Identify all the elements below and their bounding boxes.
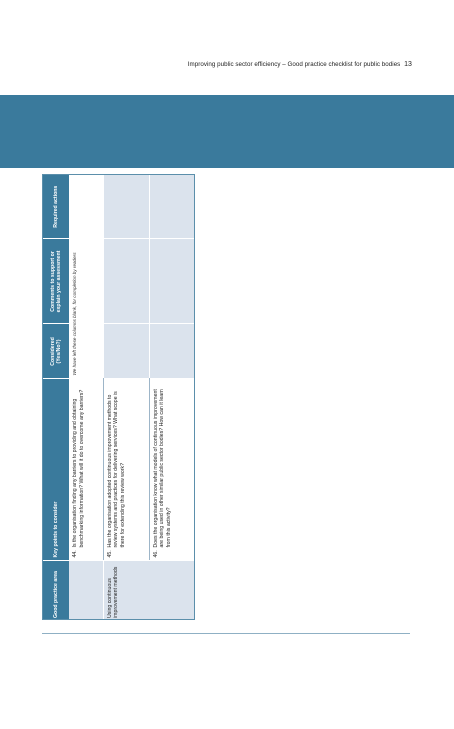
col-header-comments: Comments to support or explain your assessment <box>43 239 69 324</box>
point-number: 44. <box>72 550 78 558</box>
table-row <box>149 175 195 620</box>
considered-cell[interactable] <box>149 324 195 379</box>
actions-cell[interactable] <box>149 175 195 239</box>
checklist-table-container <box>42 174 195 620</box>
col-header-considered: Considered (Yes/No?) <box>43 324 69 379</box>
point-text: Does the organisation know what models of continuous improvement are being used in other similar public sector bodies? How can it learn from this activity? <box>152 389 172 548</box>
area-cell <box>69 561 103 620</box>
header-band <box>0 95 454 168</box>
actions-cell[interactable] <box>103 175 149 239</box>
key-point-cell <box>149 379 195 561</box>
comments-cell[interactable] <box>149 239 195 324</box>
point-number: 45. <box>106 550 113 558</box>
col-header-points: Key points to consider <box>43 379 69 561</box>
footer-divider <box>42 633 410 634</box>
table-row <box>69 175 103 620</box>
key-point-cell <box>103 379 149 561</box>
point-number: 46. <box>152 550 159 558</box>
considered-cell[interactable] <box>103 324 149 379</box>
running-title: Improving public sector efficiency – Good practice checklist for public bodies <box>187 61 401 68</box>
key-point-cell <box>69 379 103 561</box>
running-header <box>188 61 412 68</box>
blank-columns-note: We have left these columns blank, for completion by readers <box>69 175 103 379</box>
checklist-table <box>43 175 195 621</box>
comments-cell[interactable] <box>103 239 149 324</box>
page-number: 13 <box>404 61 412 68</box>
col-header-area: Good practice area <box>43 561 69 620</box>
point-text: Has the organisation adopted continuous improvement methods to review systems and practices for delivering services? What scope is there for extending this review work? <box>106 391 126 548</box>
table-row <box>103 175 149 620</box>
table-header-row <box>43 175 69 620</box>
area-cell: Using continuous improvement methods <box>103 561 195 620</box>
rotated-table-frame <box>43 175 195 620</box>
point-text: Is the organisation finding any barriers to providing and obtaining benchmarking information? What will it do to overcome any barriers? <box>72 389 85 548</box>
col-header-actions: Required actions <box>43 175 69 239</box>
